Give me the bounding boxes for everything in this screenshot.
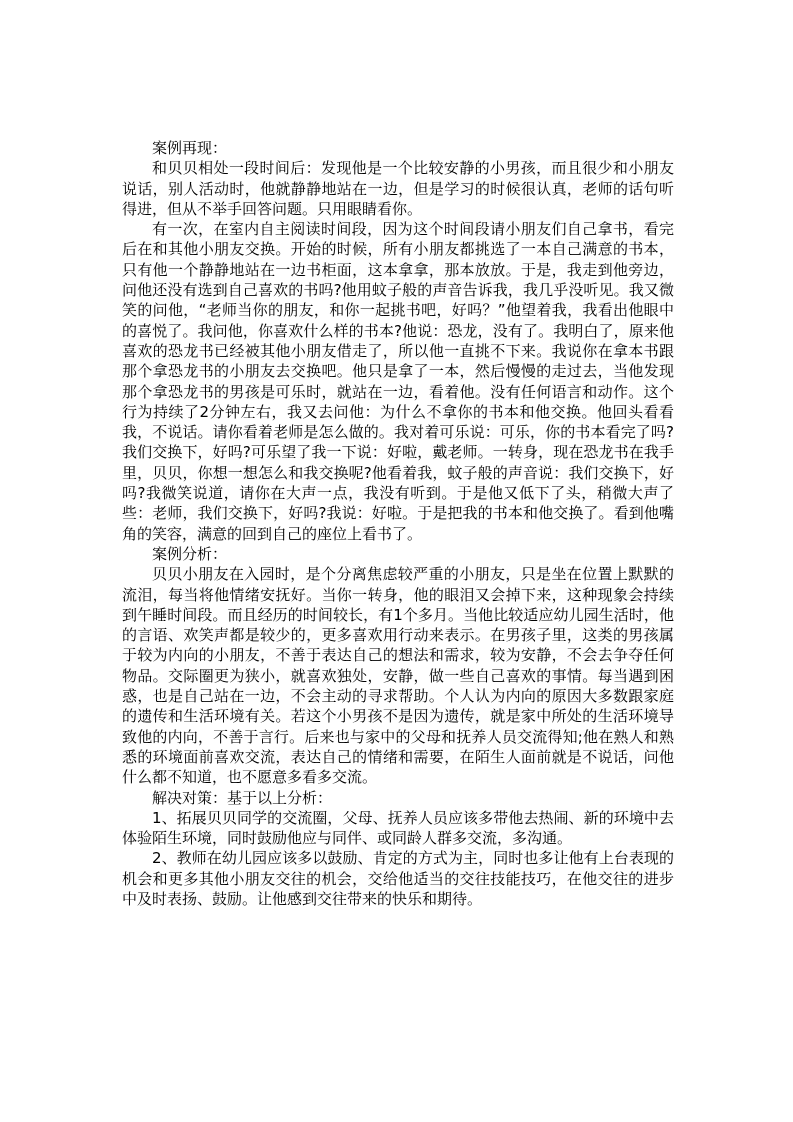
document-body <box>122 138 674 909</box>
paragraph-observation: 和贝贝相处一段时间后：发现他是一个比较安静的小男孩，而且很少和小朋友说话，别人活动时，他就静静地站在一边，但是学习的时候很认真，老师的话句听得进，但从不举手回答问题。只用眼睛看你。 <box>122 159 674 218</box>
heading-solutions: 解决对策：基于以上分析： <box>152 788 333 807</box>
paragraph-solution-1: 1、拓展贝贝同学的交流圈，父母、抚养人员应该多带他去热闹、新的环境中去体验陌生环境，同时鼓励他应与同伴、或同龄人群多交流，多沟通。 <box>122 808 674 848</box>
heading-case-analysis: 案例分析： <box>152 544 228 563</box>
paragraph-solution-2: 2、教师在幼儿园应该多以鼓励、肯定的方式为主，同时也多让他有上台表现的机会和更多其他小朋友交往的机会，交给他适当的交往技能技巧，在他交往的进步中及时表扬、鼓励。让他感到交往带来的快乐和期待。 <box>122 849 674 908</box>
paragraph-reading-story: 有一次，在室内自主阅读时间段，因为这个时间段请小朋友们自己拿书，看完后在和其他小朋友交换。开始的时候，所有小朋友都挑选了一本自己满意的书本，只有他一个静静地站在一边书柜面，这本拿拿，那本放放。于是，我走到他旁边，问他还没有选到自己喜欢的书吗?他用蚊子般的声音告诉我，我几乎没听见。我又微笑的问他，“老师当你的朋友，和你一起挑书吧，好吗？”他望着我，我看出他眼中的喜悦了。我问他，你喜欢什么样的书本?他说：恐龙，没有了。我明白了，原来他喜欢的恐龙书已经被其他小朋友借走了，所以他一直挑不下来。我说你在拿本书跟那个拿恐龙书的小朋友去交换吧。他只是拿了一本，然后慢慢的走过去，当他发现那个拿恐龙书的男孩是可乐时，就站在一边，看着他。没有任何语言和动作。这个行为持续了2分钟左右，我又去问他：为什么不拿你的书本和他交换。他回头看看我，不说话。请你看着老师是怎么做的。我对着可乐说：可乐，你的书本看完了吗?我们交换下，好吗?可乐望了我一下说：好啦，戴老师。一转身，现在恐龙书在我手里，贝贝，你想一想怎么和我交换呢?他看着我，蚊子般的声音说：我们交换下，好吗?我微笑说道，请你在大声一点，我没有听到。于是他又低下了头，稍微大声了些：老师，我们交换下，好吗?我说：好啦。于是把我的书本和他交换了。看到他嘴角的笑容，满意的回到自己的座位上看书了。 <box>122 220 674 543</box>
paragraph-analysis: 贝贝小朋友在入园时，是个分离焦虑较严重的小朋友，只是坐在位置上默默的流泪，每当将他情绪安抚好。当你一转身，他的眼泪又会掉下来，这种现象会持续到午睡时间段。而且经历的时间较长，有1个多月。当他比较适应幼儿园生活时，他的言语、欢笑声都是较少的，更多喜欢用行动来表示。在男孩子里，这类的男孩属于较为内向的小朋友，不善于表达自己的想法和需求，较为安静，不会去争夺任何物品。交际圈更为狭小，就喜欢独处，安静，做一些自己喜欢的事情。每当遇到困惑，也是自己站在一边，不会主动的寻求帮助。个人认为内向的原因大多数跟家庭的遗传和生活环境有关。若这个小男孩不是因为遗传，就是家中所处的生活环境导致他的内向，不善于言行。后来也与家中的父母和抚养人员交流得知;他在熟人和熟悉的环境面前喜欢交流，表达自己的情绪和需要，在陌生人面前就是不说话，问他什么都不知道，也不愿意多看多交流。 <box>122 565 674 787</box>
heading-case-reproduction: 案例再现： <box>152 139 228 157</box>
